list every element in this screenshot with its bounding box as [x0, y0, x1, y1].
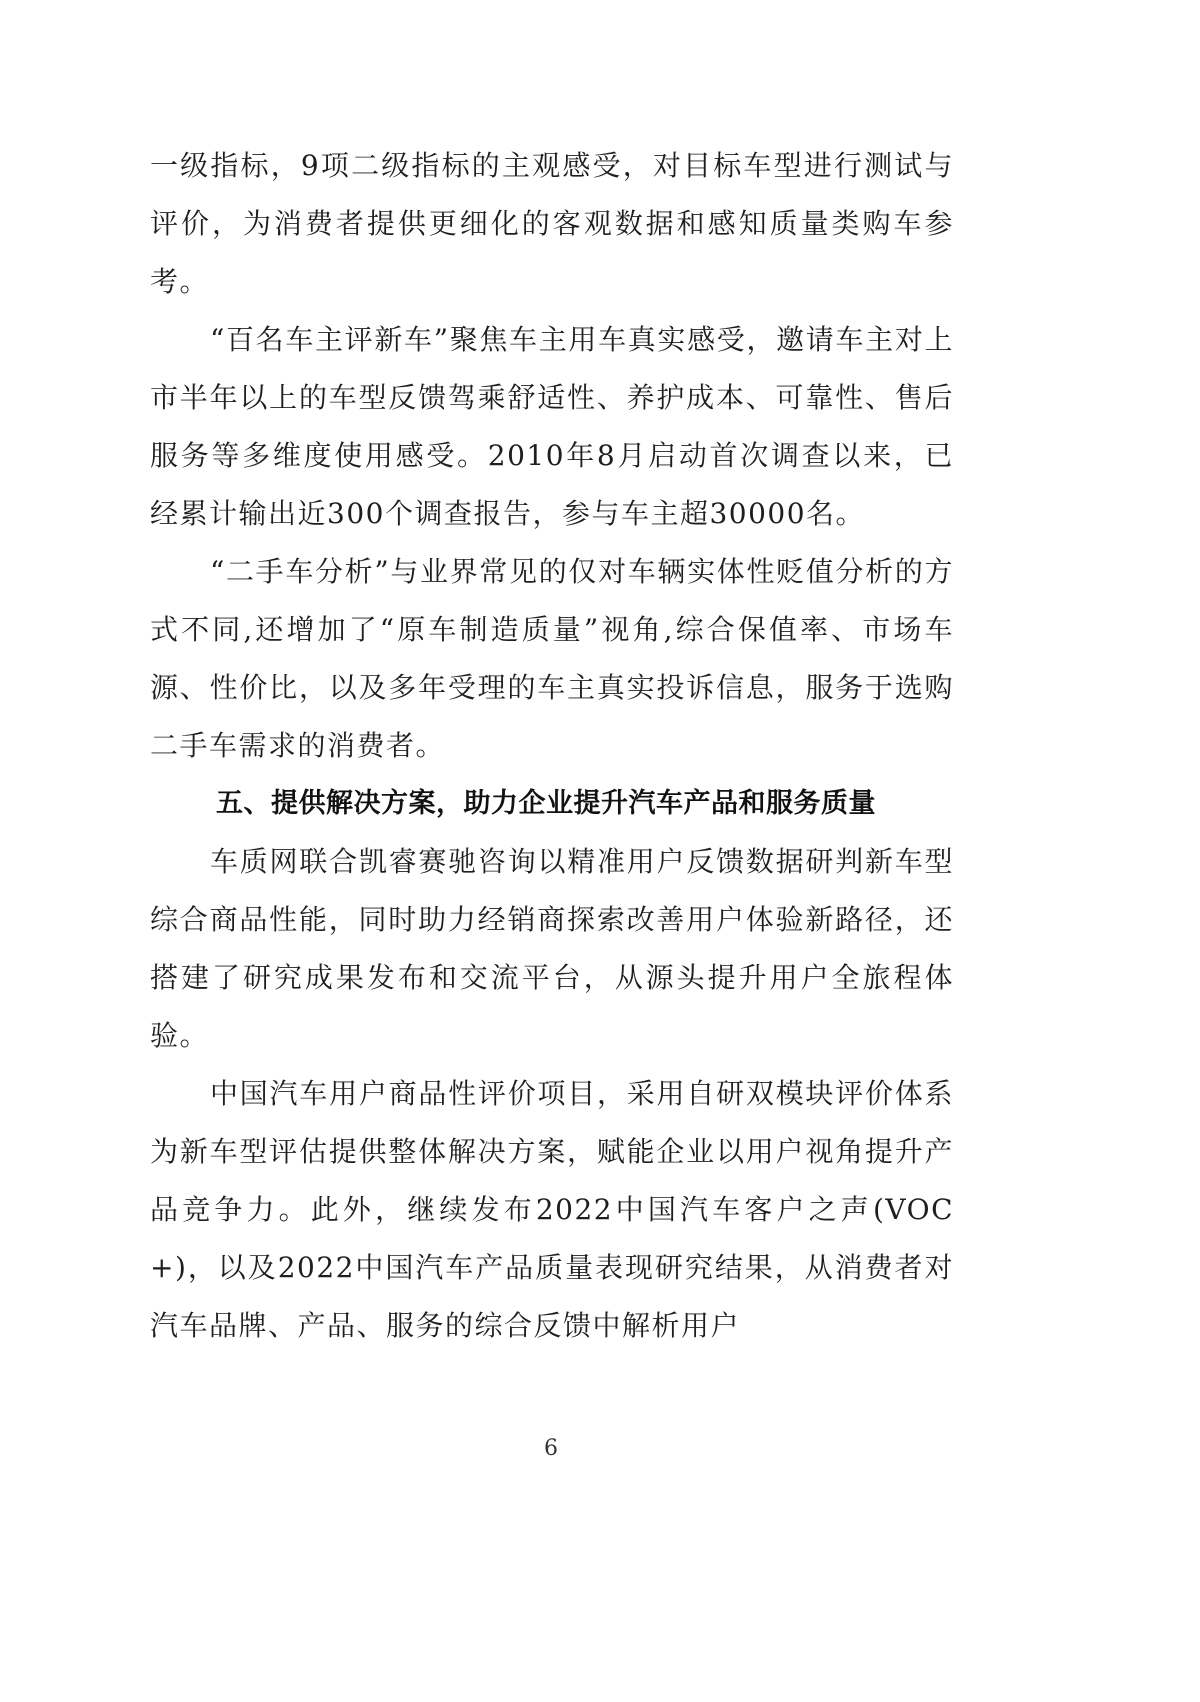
section-heading: 五、提供解决方案，助力企业提升汽车产品和服务质量 — [216, 788, 876, 819]
paragraph-evaluation-project: 中国汽车用户商品性评价项目，采用自研双模块评价体系为新车型评估提供整体解决方案，赋能企业以用户视角提升产品竞争力。此外，继续发布2022中国汽车客户之声(VOC+)，以及2022中国汽车产品质量表现研究结果，从消费者对汽车品牌、产品、服务的综合反馈中解析用户 — [150, 1077, 954, 1342]
paragraph-solutions: 车质网联合凯睿赛驰咨询以精准用户反馈数据研判新车型综合商品性能，同时助力经销商探索改善用户体验新路径，还搭建了研究成果发布和交流平台，从源头提升用户全旅程体验。 — [150, 845, 954, 1052]
paragraph-continuation: 一级指标，9项二级指标的主观感受，对目标车型进行测试与评价，为消费者提供更细化的客观数据和感知质量类购车参考。 — [150, 149, 954, 298]
document-body — [150, 137, 954, 1355]
page-number: 6 — [544, 1436, 558, 1461]
paragraph-used-car-analysis: “二手车分析”与业界常见的仅对车辆实体性贬值分析的方式不同,还增加了“原车制造质量”视角,综合保值率、市场车源、性价比，以及多年受理的车主真实投诉信息，服务于选购二手车需求的消费者。 — [150, 555, 954, 762]
paragraph-owner-review: “百名车主评新车”聚焦车主用车真实感受，邀请车主对上市半年以上的车型反馈驾乘舒适性、养护成本、可靠性、售后服务等多维度使用感受。2010年8月启动首次调查以来，已经累计输出近300个调查报告，参与车主超30000名。 — [150, 323, 954, 530]
